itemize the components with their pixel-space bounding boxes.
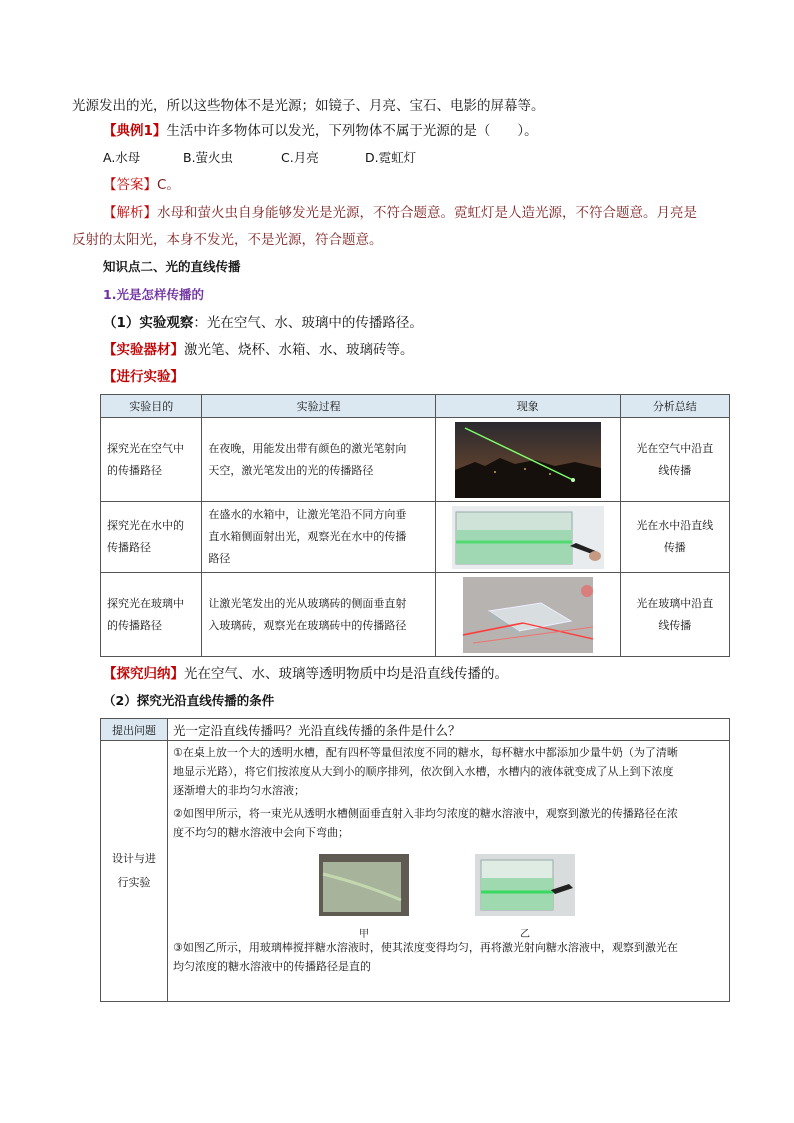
analysis-line-1: [103, 204, 697, 222]
water-tank-photo: [452, 506, 604, 569]
process-line: 在夜晚，用能发出带有颜色的激光笔射向: [208, 441, 407, 455]
step-line: 逐渐增大的非均匀水溶液；: [173, 784, 305, 797]
glass-brick-photo: [463, 577, 593, 653]
section-title: 知识点二、光的直线传播: [103, 259, 241, 274]
question-cell: [168, 719, 730, 741]
summary-cell: [620, 502, 729, 573]
step-line: 地显示光路），将它们按浓度从大到小的顺序排列，依次倒入水槽，水槽内的液体就变成了从上到下浓度: [173, 765, 674, 778]
example-tag: 【典例1】: [103, 123, 167, 139]
summary-cell: [620, 573, 729, 657]
step-line: 度不均匀的糖水溶液中会向下弯曲；: [173, 826, 349, 839]
answer-tag: 【答案】: [103, 177, 157, 193]
analysis-tag: 【解析】: [103, 205, 157, 221]
condition-table: [100, 718, 730, 1002]
table-row: [101, 418, 730, 502]
summary-line: 光在空气中沿直: [636, 441, 714, 455]
process-line: 天空，激光笔发出的光的传播路径: [208, 463, 374, 477]
question-label-cell: 提出问题: [101, 719, 168, 741]
design-label-line: 设计与进: [112, 852, 156, 865]
intro-line: 光源发出的光，所以这些物体不是光源；如镜子、月亮、宝石、电影的屏幕等。: [72, 98, 545, 114]
option-a: A.水母: [103, 150, 141, 165]
purpose-line: 的传播路径: [107, 618, 162, 632]
summary-tag: 【探究归纳】: [103, 666, 184, 682]
header-process: 实验过程: [202, 395, 435, 418]
figures-row: [168, 844, 729, 940]
do-experiment-tag: 【进行实验】: [103, 369, 184, 385]
experiment-table-header: [101, 395, 730, 418]
purpose-line: 传播路径: [107, 541, 151, 554]
experiment-table: [100, 394, 730, 657]
table-row: [101, 741, 730, 1002]
purpose-line: 探究光在玻璃中: [107, 596, 184, 610]
step-2: [168, 802, 729, 844]
answer-line: [103, 176, 180, 194]
process-line: 路径: [208, 552, 231, 565]
figure-b: [475, 854, 575, 940]
option-c: C.月亮: [281, 150, 319, 165]
header-summary: 分析总结: [620, 395, 729, 418]
exp1-label: （1）实验观察: [103, 315, 194, 331]
step-3: [168, 936, 729, 978]
phenomenon-cell: [435, 502, 620, 573]
purpose-line: 的传播路径: [107, 463, 162, 477]
design-content-cell: [168, 741, 730, 1002]
process-cell: [202, 573, 435, 657]
sub-title: 1.光是怎样传播的: [103, 287, 204, 302]
example-question-line: [103, 122, 538, 140]
phenomenon-cell: [435, 573, 620, 657]
example-question: 生活中许多物体可以发光，下列物体不属于光源的是（ ）。: [166, 123, 538, 139]
equipment-line: [103, 341, 414, 359]
header-purpose: 实验目的: [101, 395, 202, 418]
summary-line: 光在玻璃中沿直: [636, 596, 714, 610]
header-phenomenon: 现象: [435, 395, 620, 418]
answer-value: C。: [157, 177, 180, 193]
summary-line-text: [103, 665, 508, 683]
exp1-text: ：光在空气、水、玻璃中的传播路径。: [193, 315, 423, 331]
process-line: 让激光笔发出的光从玻璃砖的侧面垂直射: [208, 596, 407, 610]
figure-b-caption: 乙: [520, 929, 530, 940]
equipment-text: 激光笔、烧杯、水箱、水、玻璃砖等。: [184, 342, 414, 358]
table-row: [101, 573, 730, 657]
process-line: 入玻璃砖，观察光在玻璃砖中的传播路径: [208, 618, 407, 632]
option-d: D.霓虹灯: [365, 150, 417, 165]
summary-text: 光在空气、水、玻璃等透明物质中均是沿直线传播的。: [184, 666, 508, 682]
process-cell: [202, 502, 435, 573]
design-label-line: 行实验: [117, 876, 151, 889]
step-line: 均匀浓度的糖水溶液中的传播路径是直的: [173, 960, 371, 973]
purpose-line: 探究光在水中的: [107, 519, 184, 532]
table-row: [101, 719, 730, 741]
step-1: [168, 741, 729, 802]
analysis-line-2: 反射的太阳光，本身不发光，不是光源，符合题意。: [72, 232, 383, 248]
summary-cell: [620, 418, 729, 502]
figure-a: [319, 854, 409, 940]
process-line: 直水箱侧面射出光，观察光在水中的传播: [208, 530, 407, 543]
phenomenon-cell: [435, 418, 620, 502]
table-row: [101, 502, 730, 573]
process-line: 在盛水的水箱中，让激光笔沿不同方向垂: [208, 508, 407, 521]
purpose-cell: [101, 573, 202, 657]
option-b: B.萤火虫: [183, 150, 234, 165]
exp2-title: （2）探究光沿直线传播的条件: [103, 693, 275, 708]
equipment-tag: 【实验器材】: [103, 342, 184, 358]
analysis-text-1: 水母和萤火虫自身能够发光是光源，不符合题意。霓虹灯是人造光源，不符合题意。月亮是: [157, 205, 697, 221]
purpose-line: 探究光在空气中: [107, 441, 184, 455]
summary-line: 线传播: [658, 618, 692, 632]
summary-line: 光在水中沿直线: [636, 519, 714, 532]
step-line: ③如图乙所示，用玻璃棒搅拌糖水溶液时，使其浓度变得均匀，再将激光射向糖水溶液中，观察到激光在: [173, 941, 678, 954]
step-line: ①在桌上放一个大的透明水槽，配有四杯等量但浓度不同的糖水，每杯糖水中都添加少量牛奶（为了清晰: [173, 746, 678, 759]
purpose-cell: [101, 502, 202, 573]
step-line: ②如图甲所示，将一束光从透明水槽侧面垂直射入非均匀浓度的糖水溶液中，观察到激光的传播路径在浓: [173, 807, 678, 820]
question-text: 光一定沿直线传播吗？光沿直线传播的条件是什么？: [173, 722, 461, 738]
design-label-cell: [101, 741, 168, 1002]
process-cell: [202, 418, 435, 502]
summary-line: 线传播: [658, 463, 692, 477]
night-laser-photo: [455, 422, 601, 498]
purpose-cell: [101, 418, 202, 502]
figure-a-caption: 甲: [359, 929, 369, 940]
summary-line: 传播: [663, 541, 686, 554]
exp1-line: [103, 314, 423, 332]
